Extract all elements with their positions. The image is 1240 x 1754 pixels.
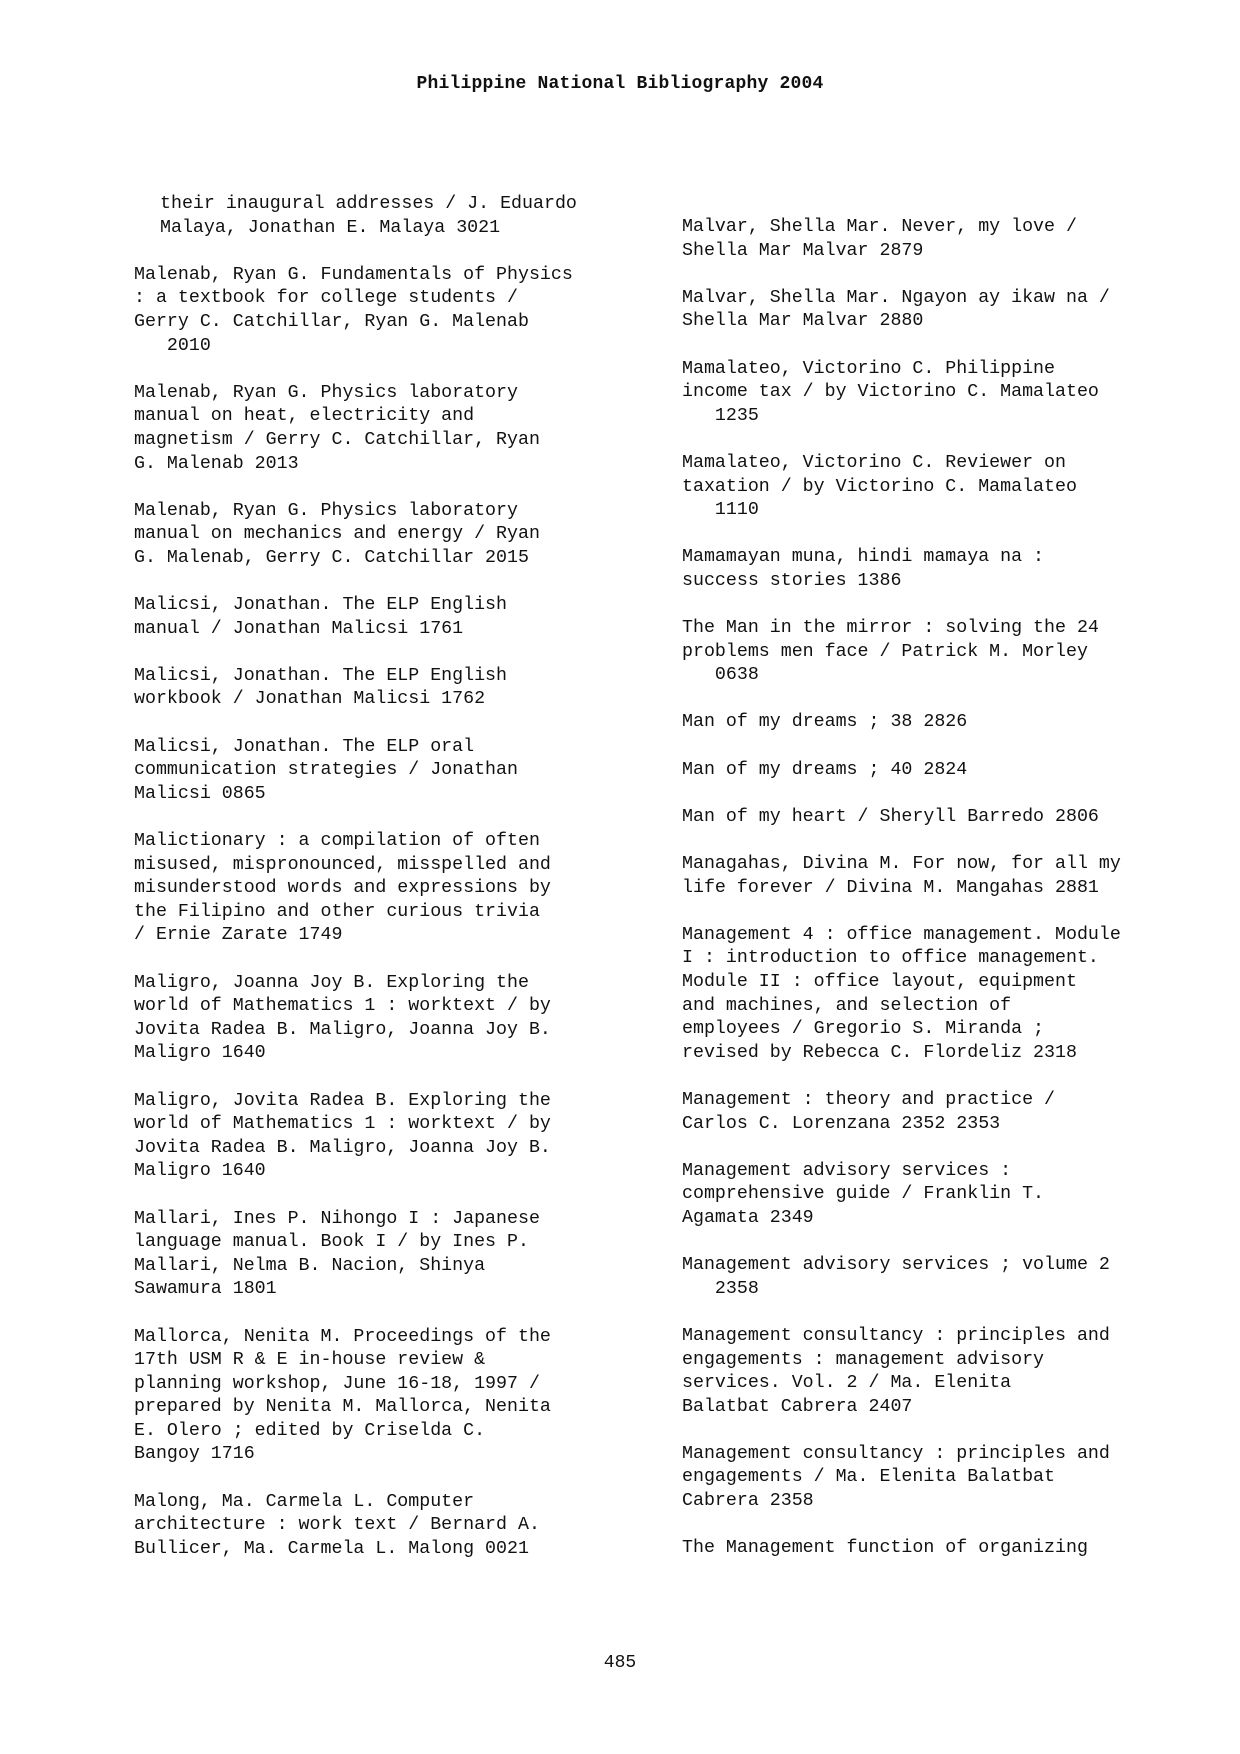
page-title: Philippine National Bibliography 2004 (416, 74, 824, 94)
entry-line: planning workshop, June 16-18, 1997 / (134, 1373, 540, 1394)
bibliography-entry (682, 1254, 1202, 1301)
entry-line: income tax / by Victorino C. Mamalateo (682, 382, 1099, 403)
bibliography-entry (134, 382, 654, 476)
entry-line: workbook / Jonathan Malicsi 1762 (134, 689, 486, 710)
entry-line: 2010 (134, 335, 211, 356)
entry-line: misunderstood words and expressions by (134, 878, 551, 899)
entry-line: Managahas, Divina M. For now, for all my (682, 854, 1121, 875)
entry-line: Balatbat Cabrera 2407 (682, 1396, 913, 1417)
entry-line: 0638 (682, 665, 759, 686)
entry-line: Mamamayan muna, hindi mamaya na : (682, 547, 1045, 568)
entry-line: Management advisory services ; volume 2 (682, 1255, 1110, 1276)
bibliography-entry (134, 1326, 654, 1468)
entry-line: Shella Mar Malvar 2880 (682, 311, 924, 332)
bibliography-entry (134, 972, 654, 1066)
entry-line: services. Vol. 2 / Ma. Elenita (682, 1373, 1012, 1394)
entry-line: Jovita Radea B. Maligro, Joanna Joy B. (134, 1019, 551, 1040)
entry-line: Mallorca, Nenita M. Proceedings of the (134, 1326, 551, 1347)
bibliography-entry (682, 1537, 1202, 1561)
entry-line: Management advisory services : (682, 1160, 1012, 1181)
entry-line: Mamalateo, Victorino C. Philippine (682, 358, 1055, 379)
entry-line: Maligro, Jovita Radea B. Exploring the (134, 1090, 551, 1111)
entry-line: Management 4 : office management. Module (682, 924, 1121, 945)
bibliography-entry (682, 806, 1202, 830)
entry-line: Malicsi, Jonathan. The ELP English (134, 595, 507, 616)
entry-line: Mallari, Nelma B. Nacion, Shinya (134, 1255, 486, 1276)
entry-line: engagements / Ma. Elenita Balatbat (682, 1467, 1055, 1488)
entry-line: E. Olero ; edited by Criselda C. (134, 1420, 486, 1441)
entry-line: Malvar, Shella Mar. Ngayon ay ikaw na / (682, 287, 1110, 308)
entry-line: 1235 (682, 405, 759, 426)
entry-line: prepared by Nenita M. Mallorca, Nenita (134, 1397, 551, 1418)
entry-line: Module II : office layout, equipment (682, 972, 1077, 992)
entry-line: The Management function of organizing (682, 1538, 1088, 1559)
entry-line: Malicsi, Jonathan. The ELP English (134, 665, 507, 686)
bibliography-entry (682, 358, 1202, 429)
bibliography-column-left (134, 193, 654, 1585)
entry-line: Management consultancy : principles and (682, 1325, 1110, 1346)
entry-line: Malaya, Jonathan E. Malaya 3021 (160, 217, 501, 238)
bibliography-entry (682, 287, 1202, 334)
entry-line: Malvar, Shella Mar. Never, my love / (682, 217, 1077, 237)
bibliography-entry (134, 193, 654, 240)
entry-line: Management : theory and practice / (682, 1089, 1055, 1110)
entry-line: Agamata 2349 (682, 1207, 814, 1228)
bibliography-entry (134, 500, 654, 571)
entry-line: Cabrera 2358 (682, 1491, 814, 1512)
bibliography-entry (682, 759, 1202, 783)
entry-line: communication strategies / Jonathan (134, 760, 518, 781)
bibliography-entry (682, 546, 1202, 593)
entry-line: world of Mathematics 1 : worktext / by (134, 1114, 551, 1135)
entry-line: language manual. Book I / by Ines P. (134, 1232, 529, 1253)
entry-line: Sawamura 1801 (134, 1279, 277, 1300)
bibliography-entry (134, 1491, 654, 1562)
entry-line: Man of my dreams ; 40 2824 (682, 759, 968, 780)
entry-line: : a textbook for college students / (134, 288, 518, 309)
bibliography-entry (682, 617, 1202, 688)
entry-line: Malenab, Ryan G. Physics laboratory (134, 382, 518, 403)
entry-line: / Ernie Zarate 1749 (134, 925, 343, 946)
entry-line: The Man in the mirror : solving the 24 (682, 618, 1099, 639)
bibliography-entry (134, 830, 654, 948)
entry-line: engagements : management advisory (682, 1349, 1045, 1370)
entry-line: I : introduction to office management. (682, 948, 1099, 969)
bibliography-entry (682, 452, 1202, 523)
entry-line: 1110 (682, 500, 759, 521)
bibliography-entry (682, 924, 1202, 1066)
entry-line: Malenab, Ryan G. Physics laboratory (134, 500, 518, 521)
entry-line: comprehensive guide / Franklin T. (682, 1184, 1045, 1205)
entry-line: life forever / Divina M. Mangahas 2881 (682, 877, 1099, 898)
entry-line: manual on mechanics and energy / Ryan (134, 524, 540, 545)
entry-line: 17th USM R & E in-house review & (134, 1350, 486, 1371)
entry-line: Malictionary : a compilation of often (134, 831, 540, 852)
bibliography-entry (682, 216, 1202, 263)
entry-line: Malong, Ma. Carmela L. Computer (134, 1491, 475, 1512)
bibliography-entry (682, 1443, 1202, 1514)
entry-line: success stories 1386 (682, 570, 902, 591)
entry-line: Jovita Radea B. Maligro, Joanna Joy B. (134, 1137, 551, 1158)
entry-line: misused, mispronounced, misspelled and (134, 854, 551, 875)
entry-line: Mallari, Ines P. Nihongo I : Japanese (134, 1208, 540, 1229)
entry-line: their inaugural addresses / J. Eduardo (160, 194, 577, 214)
entry-line: Bullicer, Ma. Carmela L. Malong 0021 (134, 1538, 529, 1559)
entry-line: world of Mathematics 1 : worktext / by (134, 996, 551, 1017)
entry-line: Shella Mar Malvar 2879 (682, 240, 924, 261)
entry-line: revised by Rebecca C. Flordeliz 2318 (682, 1042, 1077, 1063)
entry-line: Mamalateo, Victorino C. Reviewer on (682, 452, 1066, 473)
bibliography-entry (134, 1208, 654, 1302)
bibliography-entry (134, 594, 654, 641)
entry-line: and machines, and selection of (682, 995, 1012, 1016)
bibliography-column-right (682, 216, 1202, 1584)
bibliography-entry (682, 1325, 1202, 1419)
bibliography-entry (134, 1090, 654, 1184)
bibliography-entry (682, 1089, 1202, 1136)
entry-line: 2358 (682, 1278, 759, 1299)
bibliography-entry (134, 665, 654, 712)
entry-line: Malenab, Ryan G. Fundamentals of Physics (134, 264, 573, 285)
entry-line: Gerry C. Catchillar, Ryan G. Malenab (134, 311, 529, 332)
entry-line: Bangoy 1716 (134, 1444, 255, 1465)
entry-line: magnetism / Gerry C. Catchillar, Ryan (134, 429, 540, 450)
entry-line: taxation / by Victorino C. Mamalateo (682, 476, 1077, 497)
entry-line: Carlos C. Lorenzana 2352 2353 (682, 1113, 1001, 1134)
bibliography-entry (134, 264, 654, 358)
entry-line: Maligro, Joanna Joy B. Exploring the (134, 972, 529, 993)
entry-line: architecture : work text / Bernard A. (134, 1515, 540, 1536)
bibliography-entry (134, 736, 654, 807)
entry-line: G. Malenab, Gerry C. Catchillar 2015 (134, 547, 529, 568)
bibliography-entry (682, 711, 1202, 735)
entry-line: Man of my dreams ; 38 2826 (682, 712, 968, 733)
entry-line: Malicsi, Jonathan. The ELP oral (134, 736, 475, 757)
entry-line: Man of my heart / Sheryll Barredo 2806 (682, 806, 1099, 827)
entry-line: employees / Gregorio S. Miranda ; (682, 1019, 1045, 1040)
entry-line: Malicsi 0865 (134, 783, 266, 804)
entry-line: manual on heat, electricity and (134, 406, 475, 427)
bibliography-entry (682, 1160, 1202, 1231)
entry-line: Maligro 1640 (134, 1043, 266, 1064)
entry-line: Maligro 1640 (134, 1161, 266, 1182)
page-number: 485 (603, 1653, 637, 1673)
entry-line: Management consultancy : principles and (682, 1443, 1110, 1464)
entry-line: manual / Jonathan Malicsi 1761 (134, 618, 464, 639)
bibliography-entry (682, 853, 1202, 900)
entry-line: G. Malenab 2013 (134, 453, 299, 474)
entry-line: the Filipino and other curious trivia (134, 901, 540, 922)
entry-line: problems men face / Patrick M. Morley (682, 641, 1088, 662)
